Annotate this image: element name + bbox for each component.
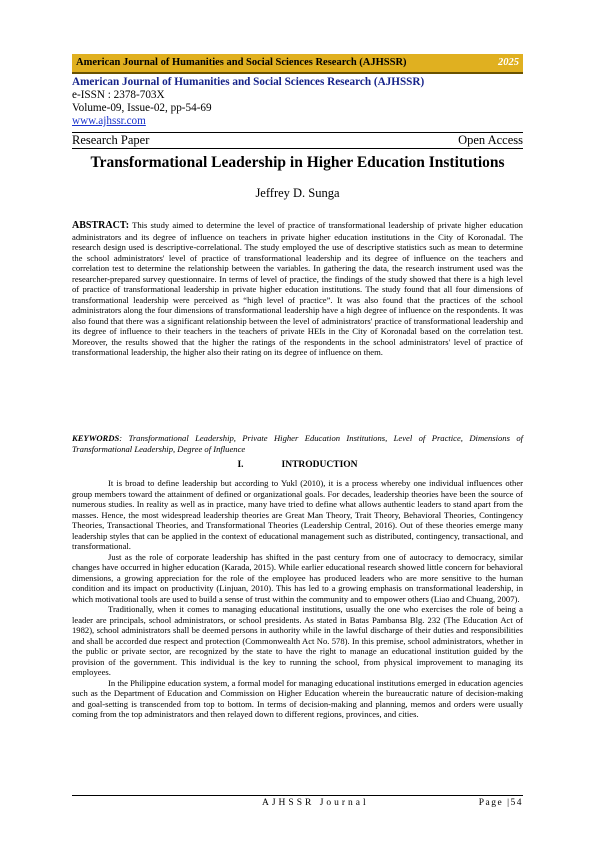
banner-journal-name: American Journal of Humanities and Social Sciences Research (AJHSSR) <box>76 57 407 68</box>
abstract-heading: ABSTRACT: <box>72 220 130 231</box>
meta-volume: Volume-09, Issue-02, pp-54-69 <box>72 102 212 114</box>
body-text <box>72 478 523 720</box>
access-type: Open Access <box>458 133 523 147</box>
abstract <box>72 220 523 358</box>
paper-title: Transformational Leadership in Higher Education Institutions <box>90 154 505 171</box>
keywords <box>72 433 523 454</box>
section-number: I. <box>237 460 244 470</box>
paper-type-row <box>72 132 523 149</box>
body-paragraph: Traditionally, when it comes to managing educational institutions, usually the one who exercises the role of being a leader are principals, school administrators, or school presidents. As stated in Batas Pambansa Blg. 232 (The Education Act of 1982), school administrators shall be deemed persons in authority while in the lawful discharge of their duties and responsibilities and shall be accorded due respect and protection (Commonwealth Act No. 578). In this premise, school administrators, whether in the public or private sector, are recognized by the state to have the right to manage an educational institution guided by the provision of the government. This individual is the key to running the school, from physical improvement to managing its employees. <box>72 604 523 677</box>
journal-banner <box>72 54 523 74</box>
page-footer <box>72 795 523 810</box>
journal-meta <box>72 76 424 128</box>
body-paragraph: In the Philippine education system, a formal model for managing educational institutions emerged in education agencies such as the Department of Education and Commission on Higher Education wherein the bureaucratic nature of decision-making and goal-setting is transcended from top to bottom. In terms of decision-making and planning, memos and orders were usually coming from the top administrators and then relayed down to different regions, provinces, and cities. <box>72 677 523 719</box>
body-paragraph: Just as the role of corporate leadership has shifted in the past century from one of autocracy to democracy, similar changes have occurred in higher education (Karada, 2015). While earlier educational research showed little concern for behavioral dimensions, a growing appreciation for the role of the employee has produced leaders who are more sensitive to the human condition and its impact on productivity (Linjuan, 2010). This has led to a growing emphasis on transformational leadership, in which motivational tools are used to build a sense of trust within the community and to empower others (Liao and Chuang, 2007). <box>72 551 523 604</box>
keywords-heading: KEYWORDS <box>72 433 120 443</box>
meta-journal-title: American Journal of Humanities and Social Sciences Research (AJHSSR) <box>72 76 425 88</box>
abstract-text: This study aimed to determine the level of practice of transformational leadership of private higher education administrators and its degree of influence on teachers in private higher education institutions in the City of Koronadal. The research design used is descriptive-correlational. The study employed the use of descriptive statistics such as mean to determine the school administrators' level of practice of transformational leadership and its degree of influence on the teachers and correlation test to determine the relationship between the variables. In gathering the data, the research instrument used was the researcher-prepared survey questionnaire. In terms of level of practice, the findings of the study showed that there is a high level of practice of transformational leadership in private higher education institutions. The study found that all four dimensions of transformational leadership were perceived as “high level of practice”. It was also found that the practices of the school administrators along the four dimensions of transformational leadership have a high degree of influence on the respondents. It was also found that there was a significant relationship between the level of administrators' practice of transformational leadership and its degree of influence to their teachers in the teachers of private HEIs in the City of Koronadal based on the correlation test. Moreover, the results showed that the higher the ratings of the respondents in the school administrators' level of practice of transformational leadership, the higher also their rating on its degree of influence on them. <box>72 220 523 357</box>
section-heading <box>72 460 523 470</box>
footer-page-number: Page |54 <box>478 798 523 808</box>
journal-website-link[interactable]: www.ajhssr.com <box>72 115 146 127</box>
section-title: INTRODUCTION <box>281 460 358 470</box>
paper-type: Research Paper <box>72 133 150 147</box>
author-name: Jeffrey D. Sunga <box>255 186 340 200</box>
keywords-text: : Transformational Leadership, Private Higher Education Institutions, Level of Practice, Dimensions of Transformational Leadership, Degree of Influence <box>72 433 523 454</box>
banner-year: 2025 <box>498 57 519 68</box>
footer-journal: AJHSSR Journal <box>262 798 369 808</box>
meta-issn: e-ISSN : 2378-703X <box>72 89 165 101</box>
body-paragraph: It is broad to define leadership but according to Yukl (2010), it is a process whereby one individual influences other group members toward the attainment of defined or organizational goals. For decades, leadership theories have been the source of numerous studies. In reality as well as in practice, many have tried to define what allows authentic leaders to stand apart from the masses. Hence, the most widespread leadership theories are Great Man Theory, Trait Theory, Behavioral Theories, Contingency Theories, Transactional Theories, and Transformational Theories (Leadership Central, 2016). Out of these theories emerge many leadership styles that can be applied in the context of educational management such as distributed, contingency, transactional, and transformational. <box>72 478 523 551</box>
